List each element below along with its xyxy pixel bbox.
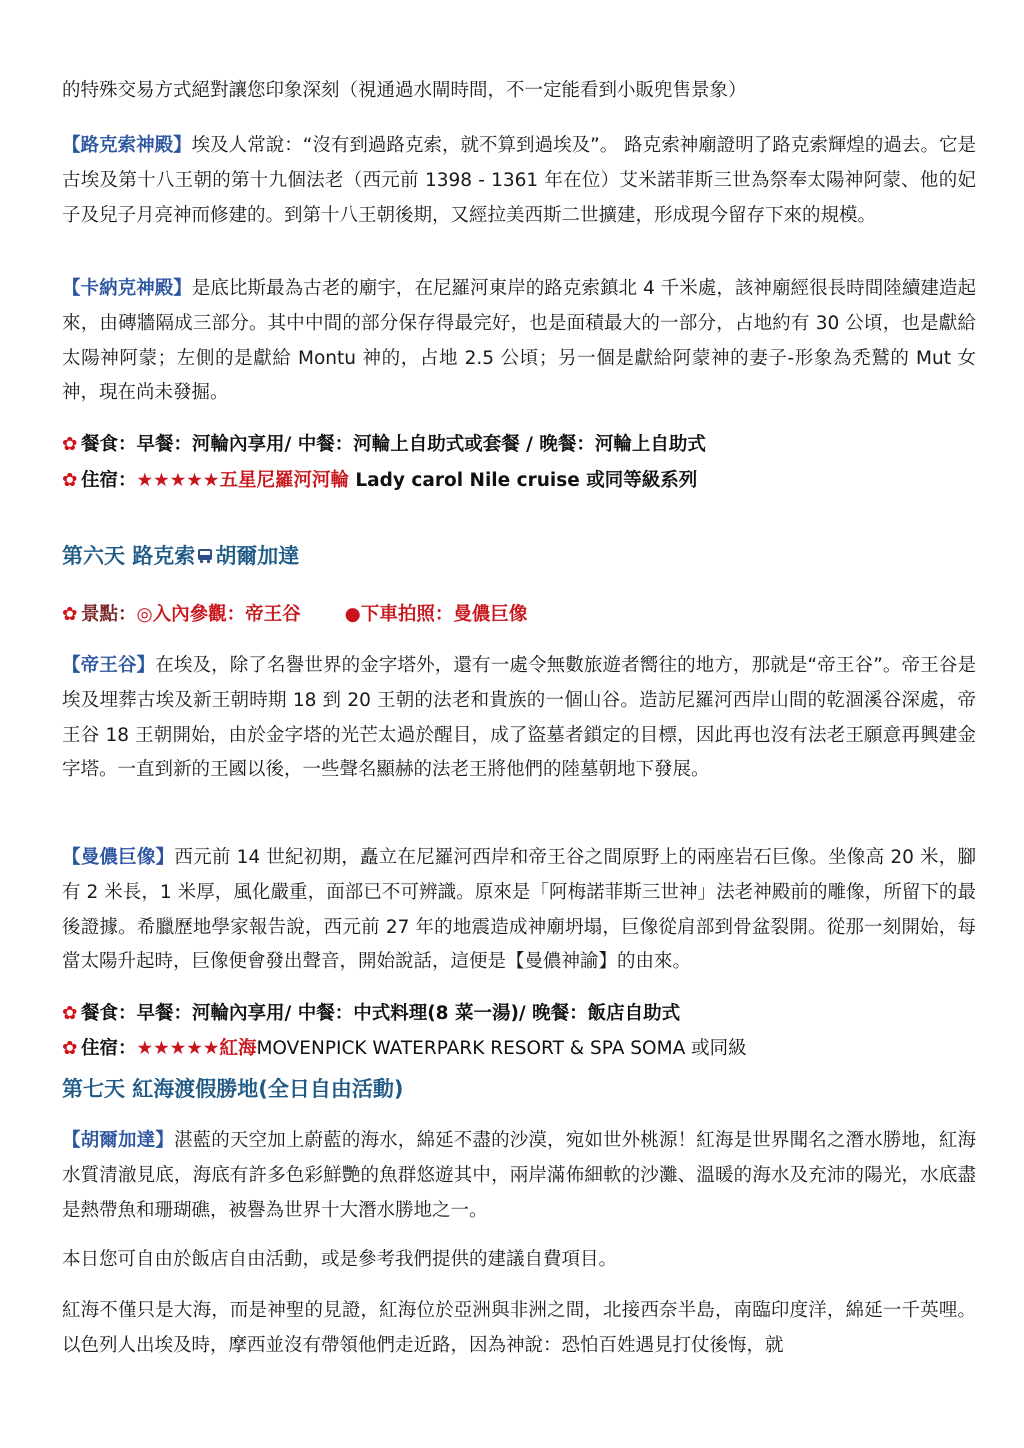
day6-sights: ✿ 景點：◎入內參觀：帝王谷 ●下車拍照：曼儂巨像 bbox=[62, 598, 976, 632]
flower-icon: ✿ bbox=[62, 1003, 78, 1024]
valley-of-kings-label: 【帝王谷】 bbox=[62, 655, 156, 676]
visit-inside: ◎入內參觀：帝王谷 bbox=[136, 604, 301, 625]
luxor-temple-text: 埃及人常說：“沒有到過路克索，就不算到過埃及”。 路克索神廟證明了路克索輝煌的過去。它是古埃及第十八王朝的第十九個法老（西元前 1398 - 1361 年在位）艾米諾菲斯三世為祭奉太陽神阿蒙、他的妃子及兒子月亮神而修建的。到第十八王朝後期，又經拉美西斯二世擴建，形成現今留存下來的規模。 bbox=[62, 135, 976, 226]
star-rating-name: ★★★★★五星尼羅河河輪 bbox=[136, 470, 349, 491]
star-rating-name: ★★★★★紅海 bbox=[136, 1038, 257, 1059]
valley-of-kings-text: 在埃及，除了名譽世界的金字塔外，還有一處令無數旅遊者嚮往的地方，那就是“帝王谷”。帝王谷是埃及埋葬古埃及新王朝時期 18 到 20 王朝的法老和貴族的一個山谷。造訪尼羅河西岸山間的乾涸溪谷深處，帝王谷 18 王朝開始，由於金字塔的光芒太過於醒目，成了盜墓者鎖定的目標，因此再也沒有法老王願意再興建金字塔。一直到新的王國以後，一些聲名顯赫的法老王將他們的陸墓朝地下發展。 bbox=[62, 655, 976, 781]
red-sea-paragraph: 紅海不僅只是大海，而是神聖的見證，紅海位於亞洲與非洲之間，北接西奈半島，南臨印度洋，綿延一千英哩。以色列人出埃及時，摩西並沒有帶領他們走近路，因為神說：恐怕百姓遇見打仗後悔，就 bbox=[62, 1300, 976, 1356]
karnak-temple-text: 是底比斯最為古老的廟宇，在尼羅河東岸的路克索鎮北 4 千米處，該神廟經很長時間陸續建造起來，由磚牆隔成三部分。其中中間的部分保存得最完好，也是面積最大的一部分，占地約有 30 公頃，也是獻給太陽神阿蒙；左側的是獻給 Montu 神的，占地 2.5 公頃；另一個是獻給阿蒙神的妻子-形象為禿鷲的 Mut 女神，現在尚未發掘。 bbox=[62, 278, 976, 404]
day7-heading: 第七天 紅海渡假勝地(全日自由活動) bbox=[62, 1077, 404, 1101]
day6-heading: 第六天 路克索 胡爾加達 bbox=[62, 544, 300, 568]
bus-icon bbox=[197, 548, 213, 564]
flower-icon: ✿ bbox=[62, 1038, 78, 1059]
free-day-text: 本日您可自由於飯店自由活動，或是參考我們提供的建議自費項目。 bbox=[62, 1249, 618, 1270]
valley-of-kings-paragraph bbox=[62, 649, 976, 788]
luxor-temple-paragraph bbox=[62, 129, 976, 233]
flower-icon: ✿ bbox=[62, 604, 78, 625]
hurghada-paragraph bbox=[62, 1124, 976, 1228]
karnak-temple-paragraph bbox=[62, 272, 976, 411]
memnon-text: 西元前 14 世紀初期，矗立在尼羅河西岸和帝王谷之間原野上的兩座岩石巨像。坐像高 20 米，腳有 2 米長，1 米厚，風化嚴重，面部已不可辨識。原來是「阿梅諾菲斯三世神」法老神殿前的雕像，所留下的最後證據。希臘歷地學家報告說，西元前 27 年的地震造成神廟坍塌，巨像從肩部到骨盆裂開。從那一刻開始，每當太陽升起時，巨像便會發出聲音，開始說話，這便是【曼儂神諭】的由來。 bbox=[62, 847, 976, 973]
luxor-temple-label: 【路克索神殿】 bbox=[62, 135, 192, 156]
day5-meals: ✿ 餐食：早餐：河輪內享用/ 中餐：河輪上自助式或套餐 / 晚餐：河輪上自助式 bbox=[62, 428, 976, 462]
flower-icon: ✿ bbox=[62, 470, 78, 491]
flower-icon: ✿ bbox=[62, 434, 78, 455]
intro-line: 的特殊交易方式絕對讓您印象深刻（視通過水閘時間，不一定能看到小販兜售景象） bbox=[62, 80, 747, 101]
day6-meals: ✿ 餐食：早餐：河輪內享用/ 中餐：中式料理(8 菜一湯)/ 晚餐：飯店自助式 bbox=[62, 997, 976, 1031]
karnak-temple-label: 【卡納克神殿】 bbox=[62, 278, 192, 299]
hurghada-label: 【胡爾加達】 bbox=[62, 1130, 174, 1151]
hurghada-text: 湛藍的天空加上蔚藍的海水，綿延不盡的沙漠，宛如世外桃源！紅海是世界聞名之潛水勝地，紅海水質清澈見底，海底有許多色彩鮮艷的魚群悠遊其中，兩岸滿佈細軟的沙灘、溫暖的海水及充沛的陽光，水底盡是熱帶魚和珊瑚礁，被譽為世界十大潛水勝地之一。 bbox=[62, 1130, 976, 1221]
memnon-paragraph bbox=[62, 841, 976, 980]
photo-stop: ●下車拍照：曼儂巨像 bbox=[344, 604, 528, 625]
day5-accommodation: ✿ 住宿：★★★★★五星尼羅河河輪 Lady carol Nile cruise 或同等級系列 bbox=[62, 464, 976, 498]
day6-accommodation: ✿ 住宿：★★★★★紅海MOVENPICK WATERPARK RESORT & SPA SOMA 或同級 bbox=[62, 1032, 976, 1066]
memnon-label: 【曼儂巨像】 bbox=[62, 847, 175, 868]
